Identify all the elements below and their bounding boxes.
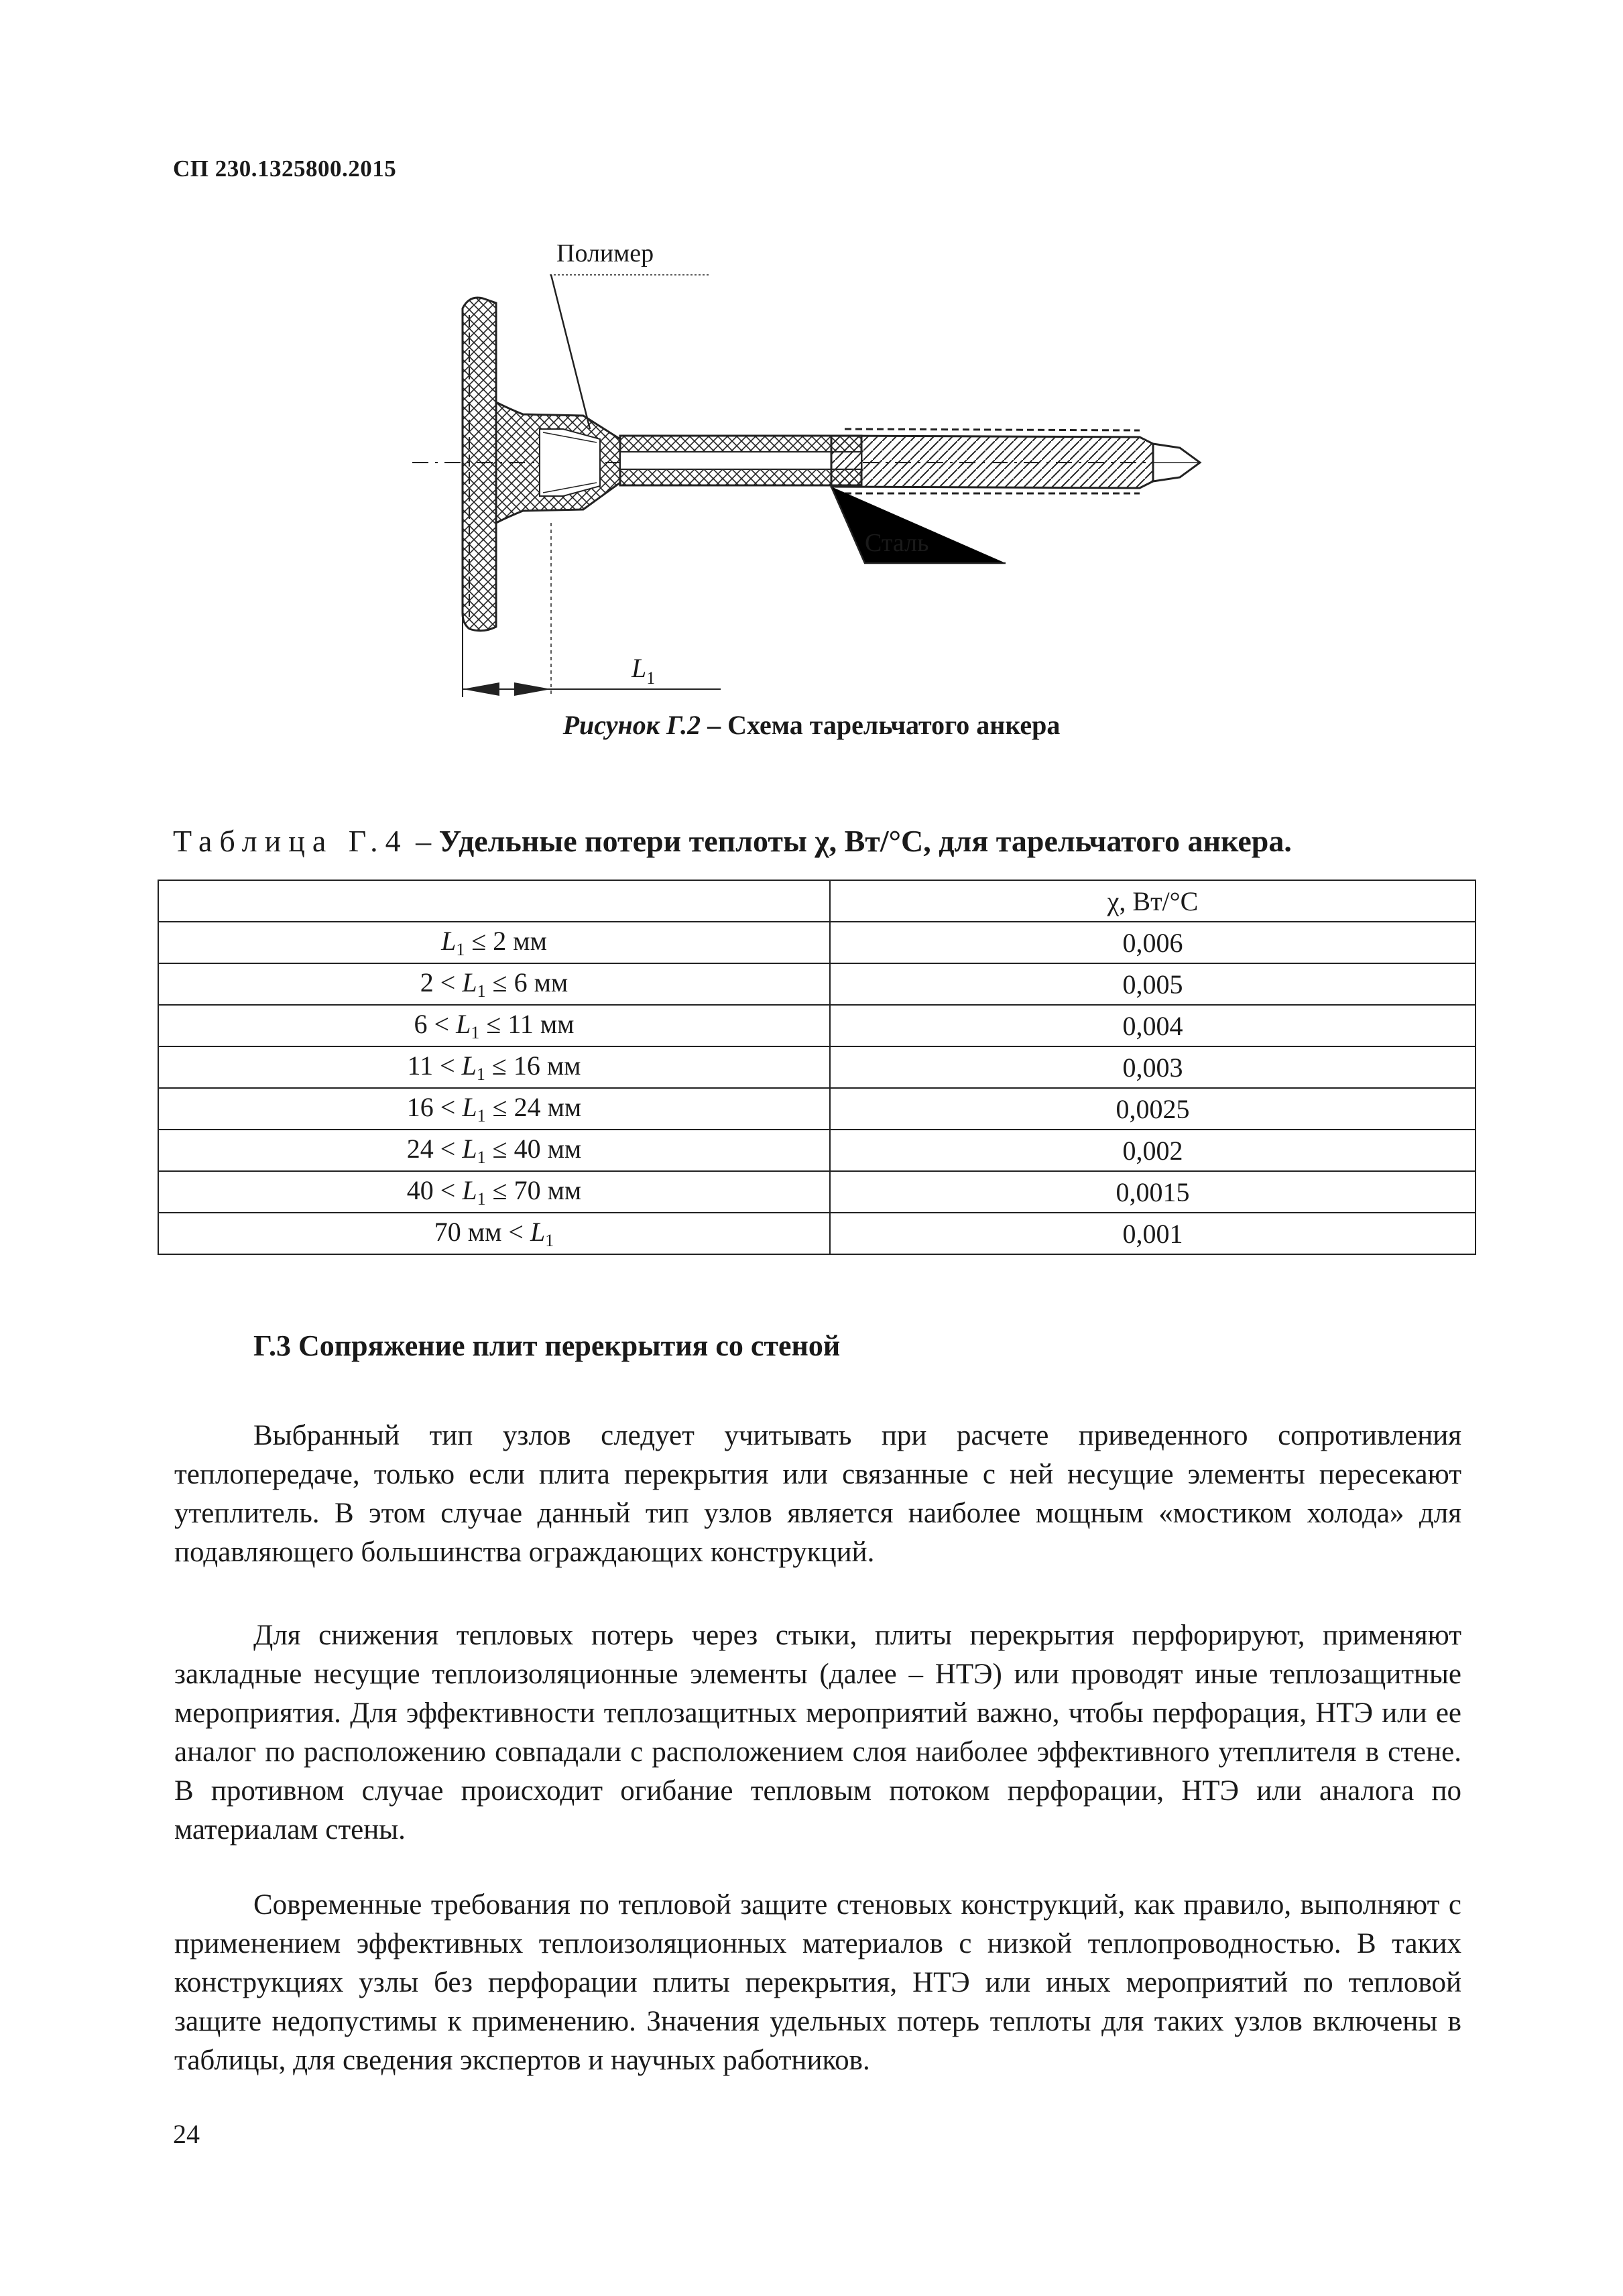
range-part-var: L [462,1092,477,1122]
range-part-post: ≤ 16 мм [485,1050,581,1081]
value-cell: 0,0015 [830,1171,1476,1213]
range-cell [158,1213,830,1254]
range-part-post: ≤ 11 мм [479,1009,575,1039]
range-part-var: L [441,926,457,956]
range-part-sub: 1 [477,1189,486,1209]
range-cell [158,1005,830,1046]
value-cell: 0,005 [830,963,1476,1005]
value-cell: 0,001 [830,1213,1476,1254]
steel-rod [831,436,1153,488]
range-part-pre: 40 < [406,1175,463,1205]
value-cell: 0,0025 [830,1088,1476,1130]
table-row [158,963,1476,1005]
value-cell: 0,006 [830,922,1476,963]
range-part-sub: 1 [471,1023,480,1042]
table-row [158,1130,1476,1171]
anchor-diagram [375,228,1207,711]
range-part-post: ≤ 2 мм [465,926,547,956]
heat-loss-table [158,880,1476,1255]
table-title-text: Удельные потери теплоты χ, Вт/°С, для тарельчатого анкера. [438,824,1292,858]
dimension-l1-label: $L_1$ [632,653,656,688]
range-part-var: L [456,1009,471,1039]
figure-caption [0,709,1623,741]
paragraph: Современные требования по тепловой защите стеновых конструкций, как правило, выполняют с применением эффективных теплоизоляционных материалов с низкой теплопроводностью. В таких конструкциях узлы без перфорации плиты перекрытия, НТЭ или иных мероприятий по тепловой защите недопустимы к применению. Значения удельных потерь теплоты для таких узлов включены в таблицы, для сведения экспертов и научных работников. [174,1889,1461,2076]
paragraph: Для снижения тепловых потерь через стыки, плиты перекрытия перфорируют, применяют закладные несущие теплоизоляционные элементы (далее – НТЭ) или проводят иные теплозащитные мероприятия. Для эффективности теплозащитных мероприятий важно, чтобы перфорация, НТЭ или ее аналог по расположению совпадали с расположением слоя наиболее эффективного утеплителя в стене. В противном случае происходит огибание тепловым потоком перфорации, НТЭ или аналога по материалам стены. [174,1620,1461,1846]
range-part-post: ≤ 6 мм [485,967,568,998]
range-part-post: ≤ 40 мм [485,1134,582,1164]
range-part-var: L [462,1175,477,1205]
range-part-sub: 1 [456,940,465,959]
table-row [158,1171,1476,1213]
page-number: 24 [173,2119,200,2149]
table-row [158,1005,1476,1046]
anchor-plate [463,298,496,631]
range-part-var: L [530,1217,546,1247]
range-part-sub: 1 [476,1065,485,1084]
range-part-var: L [462,967,477,998]
table-header-row [158,880,1476,922]
paragraph: Выбранный тип узлов следует учитывать при расчете приведенного сопротивления теплопередаче, только если плита перекрытия или связанные с ней несущие элементы пересекают утеплитель. В этом случае данный тип узлов является наиболее мощным «мостиком холода» для подавляющего большинства ограждающих конструкций. [174,1420,1461,1568]
table-header-cell: χ, Вт/°С [830,880,1476,922]
table-title-dash: – [408,824,439,858]
range-cell [158,963,830,1005]
range-part-sub: 1 [477,981,486,1001]
section-heading: Г.3 Сопряжение плит перекрытия со стеной [253,1329,841,1362]
figure-caption-prefix: Рисунок Г.2 [562,710,701,740]
range-part-pre: 70 мм < [434,1217,530,1247]
range-cell [158,1046,830,1088]
range-part-pre: 11 < [407,1050,462,1081]
range-part-sub: 1 [477,1148,486,1167]
table-body [158,922,1476,1254]
range-part-post: ≤ 24 мм [485,1092,582,1122]
range-part-pre: 2 < [420,967,463,998]
steel-label: Сталь [865,529,929,557]
range-part-var: L [462,1134,477,1164]
range-cell [158,1130,830,1171]
table-row [158,922,1476,963]
table-title-prefix: Таблица Г.4 [173,824,408,858]
value-cell: 0,003 [830,1046,1476,1088]
document-code: СП 230.1325800.2015 [173,156,397,182]
range-part-sub: 1 [477,1106,486,1126]
range-part-sub: 1 [545,1231,554,1250]
table-header-cell [158,880,830,922]
table-title [173,823,1292,859]
range-part-pre: 16 < [406,1092,463,1122]
range-cell [158,922,830,963]
range-cell [158,1088,830,1130]
table-row [158,1088,1476,1130]
value-cell: 0,004 [830,1005,1476,1046]
range-cell [158,1171,830,1213]
value-cell: 0,002 [830,1130,1476,1171]
table-row [158,1213,1476,1254]
range-part-pre: 6 < [414,1009,457,1039]
range-part-var: L [461,1050,477,1081]
polymer-label: Полимер [556,239,654,267]
table-row [158,1046,1476,1088]
range-part-pre: 24 < [406,1134,463,1164]
figure-caption-text: – Схема тарельчатого анкера [701,710,1061,740]
range-part-post: ≤ 70 мм [485,1175,582,1205]
